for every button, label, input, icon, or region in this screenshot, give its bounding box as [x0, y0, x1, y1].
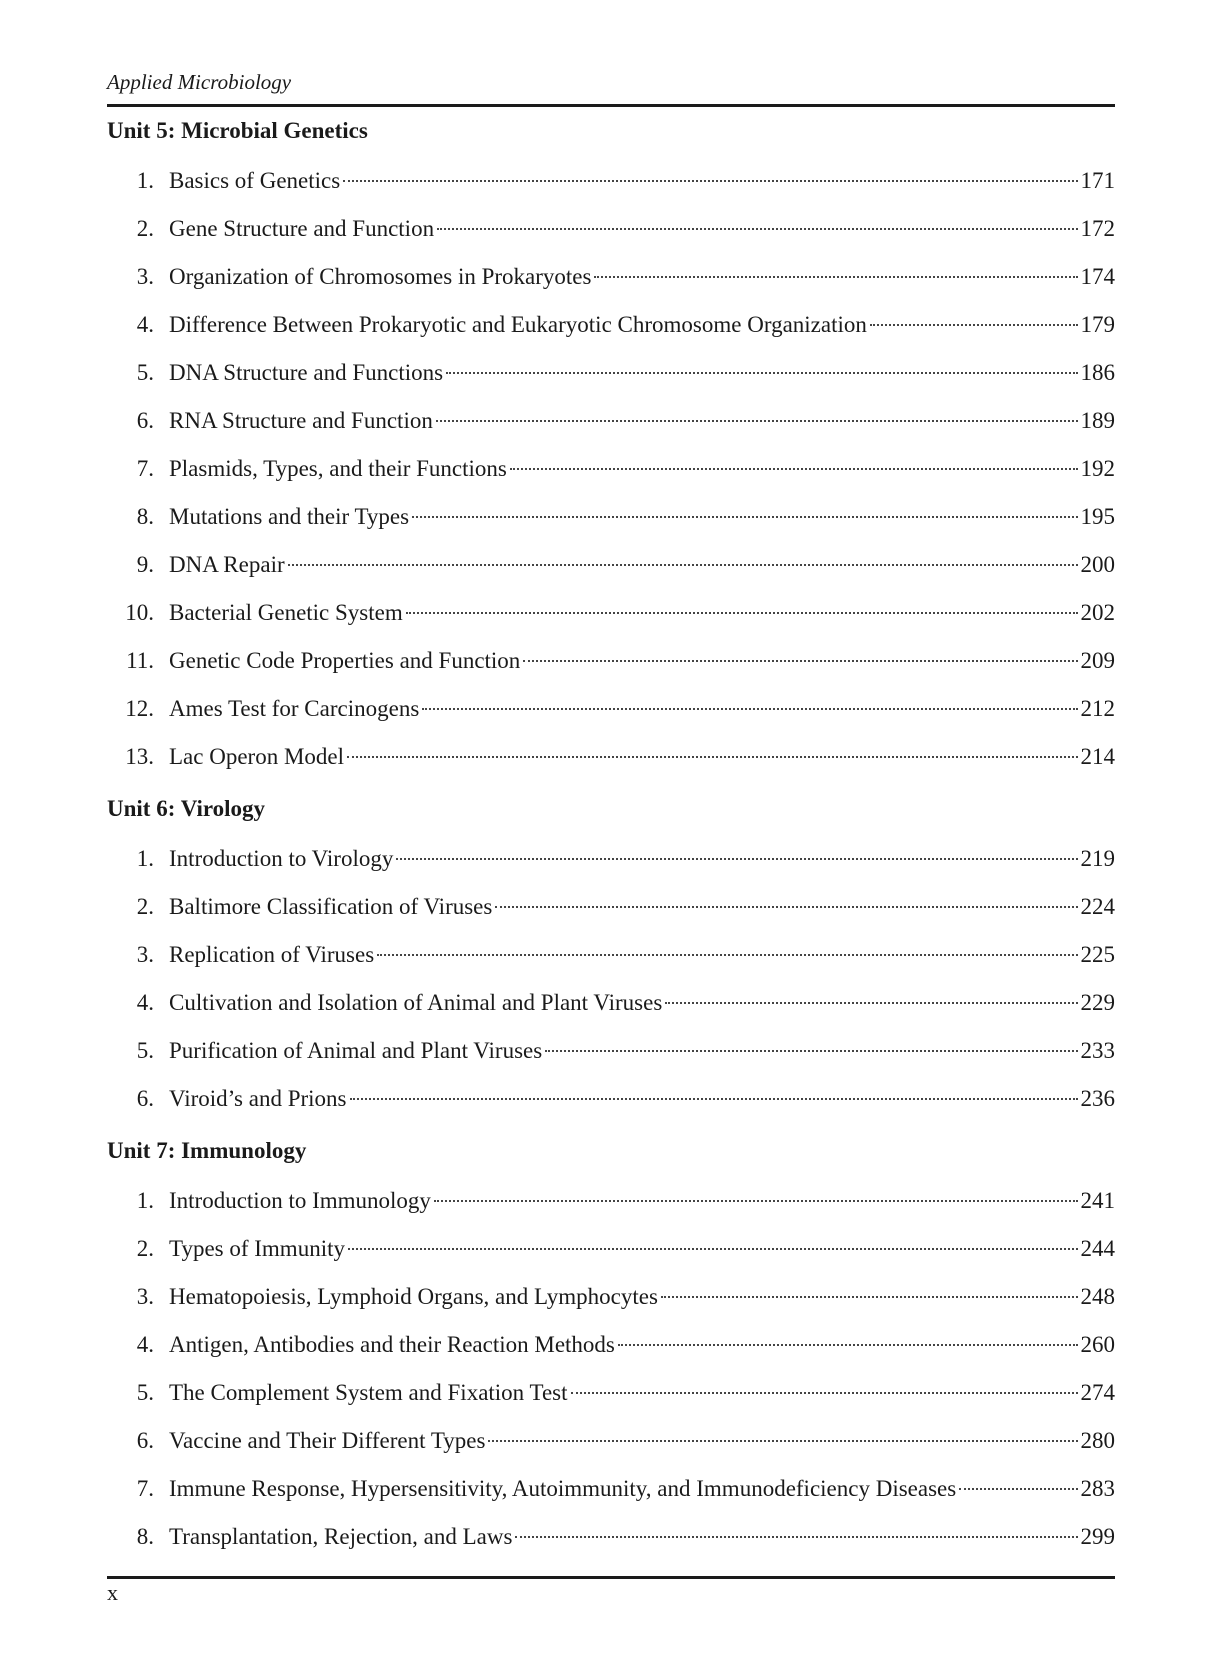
entry-page-number: 186: [1080, 360, 1115, 385]
entry-number: 4.: [136, 312, 154, 337]
entry-page-number: 189: [1080, 408, 1115, 433]
dot-leader: [437, 228, 1077, 230]
dot-leader: [510, 468, 1078, 470]
dot-leader: [348, 1248, 1078, 1250]
entry-page-number: 233: [1080, 1038, 1115, 1063]
toc-entry[interactable]: [107, 1027, 1115, 1075]
entry-number: 2.: [136, 894, 154, 919]
dot-leader: [347, 756, 1078, 758]
entry-title: Difference Between Prokaryotic and Eukaryotic Chromosome Organization: [169, 312, 867, 337]
toc-entry[interactable]: [107, 883, 1115, 931]
toc-entry[interactable]: [107, 589, 1115, 637]
dot-leader: [495, 906, 1077, 908]
toc-entry[interactable]: [107, 349, 1115, 397]
entry-page-number: 244: [1080, 1236, 1115, 1261]
dot-leader: [594, 276, 1077, 278]
entry-title: Introduction to Virology: [169, 846, 394, 871]
dot-leader: [488, 1440, 1077, 1442]
entry-number: 5.: [136, 1380, 154, 1405]
dot-leader: [396, 858, 1077, 860]
entry-number: 6.: [136, 1086, 154, 1111]
entry-page-number: 202: [1080, 600, 1115, 625]
entry-page-number: 225: [1080, 942, 1115, 967]
entry-title: Hematopoiesis, Lymphoid Organs, and Lymphocytes: [169, 1284, 658, 1309]
entry-number: 6.: [136, 408, 154, 433]
entry-page-number: 192: [1080, 456, 1115, 481]
entry-number: 4.: [136, 1332, 154, 1357]
entry-title: Viroid’s and Prions: [169, 1086, 347, 1111]
unit-heading: Unit 7: Immunology: [107, 1138, 307, 1163]
entry-page-number: 171: [1080, 168, 1115, 193]
toc-entry[interactable]: [107, 1369, 1115, 1417]
entry-page-number: 195: [1080, 504, 1115, 529]
entry-number: 5.: [136, 360, 154, 385]
toc-entry[interactable]: [107, 397, 1115, 445]
entry-page-number: 200: [1080, 552, 1115, 577]
unit-heading: Unit 6: Virology: [107, 796, 266, 821]
toc-entry[interactable]: [107, 1465, 1115, 1513]
entry-number: 7.: [136, 456, 154, 481]
entry-title: DNA Structure and Functions: [169, 360, 444, 385]
entry-title: Introduction to Immunology: [169, 1188, 431, 1213]
entry-number: 12.: [125, 696, 154, 721]
entry-page-number: 274: [1080, 1380, 1115, 1405]
toc-entry[interactable]: [107, 1177, 1115, 1225]
toc-entry[interactable]: [107, 1321, 1115, 1369]
page-number: x: [107, 1580, 118, 1605]
toc-entry[interactable]: [107, 493, 1115, 541]
entry-page-number: 248: [1080, 1284, 1115, 1309]
header-rule: [107, 104, 1115, 107]
entry-number: 5.: [136, 1038, 154, 1063]
toc-entry[interactable]: [107, 1075, 1115, 1123]
entry-number: 2.: [136, 1236, 154, 1261]
toc-entry[interactable]: [107, 931, 1115, 979]
dot-leader: [665, 1002, 1077, 1004]
toc-entry[interactable]: [107, 979, 1115, 1027]
dot-leader: [571, 1392, 1078, 1394]
toc-entry[interactable]: [107, 1273, 1115, 1321]
entry-page-number: 229: [1080, 990, 1115, 1015]
entry-page-number: 236: [1080, 1086, 1115, 1111]
entry-page-number: 172: [1080, 216, 1115, 241]
entry-number: 1.: [136, 846, 154, 871]
entry-title: Transplantation, Rejection, and Laws: [169, 1524, 513, 1549]
entry-number: 7.: [136, 1476, 154, 1501]
entry-title: Bacterial Genetic System: [169, 600, 403, 625]
entry-page-number: 280: [1080, 1428, 1115, 1453]
toc-entry[interactable]: [107, 685, 1115, 733]
entry-title: The Complement System and Fixation Test: [169, 1380, 568, 1405]
entry-page-number: 224: [1080, 894, 1115, 919]
entry-title: Purification of Animal and Plant Viruses: [169, 1038, 543, 1063]
dot-leader: [545, 1050, 1077, 1052]
dot-leader: [412, 516, 1077, 518]
toc-entry[interactable]: [107, 157, 1115, 205]
toc-entry[interactable]: [107, 835, 1115, 883]
dot-leader: [446, 372, 1077, 374]
entry-number: 6.: [136, 1428, 154, 1453]
dot-leader: [406, 612, 1078, 614]
entry-page-number: 260: [1080, 1332, 1115, 1357]
toc-entry[interactable]: [107, 637, 1115, 685]
toc-entry-list: [107, 157, 1115, 781]
unit-heading: Unit 5: Microbial Genetics: [107, 118, 368, 143]
toc-entry[interactable]: [107, 253, 1115, 301]
dot-leader: [288, 564, 1078, 566]
entry-title: Baltimore Classification of Viruses: [169, 894, 493, 919]
entry-title: Basics of Genetics: [169, 168, 341, 193]
entry-title: Gene Structure and Function: [169, 216, 435, 241]
entry-title: Cultivation and Isolation of Animal and Plant Viruses: [169, 990, 663, 1015]
entry-number: 3.: [136, 1284, 154, 1309]
entry-title: Ames Test for Carcinogens: [169, 696, 420, 721]
entry-page-number: 212: [1080, 696, 1115, 721]
entry-number: 3.: [136, 264, 154, 289]
dot-leader: [436, 420, 1078, 422]
toc-entry[interactable]: [107, 733, 1115, 781]
toc-entry[interactable]: [107, 1417, 1115, 1465]
dot-leader: [618, 1344, 1078, 1346]
toc-entry[interactable]: [107, 541, 1115, 589]
dot-leader: [343, 180, 1077, 182]
dot-leader: [523, 660, 1077, 662]
entry-number: 9.: [136, 552, 154, 577]
entry-number: 11.: [126, 648, 154, 673]
entry-number: 10.: [125, 600, 154, 625]
toc-entry[interactable]: [107, 205, 1115, 253]
dot-leader: [870, 324, 1078, 326]
footer-rule: [107, 1576, 1115, 1579]
dot-leader: [350, 1098, 1078, 1100]
entry-title: Replication of Viruses: [169, 942, 375, 967]
toc-entry[interactable]: [107, 301, 1115, 349]
entry-number: 3.: [136, 942, 154, 967]
entry-title: Plasmids, Types, and their Functions: [169, 456, 507, 481]
entry-title: Genetic Code Properties and Function: [169, 648, 521, 673]
entry-title: RNA Structure and Function: [169, 408, 433, 433]
entry-number: 8.: [136, 1524, 154, 1549]
dot-leader: [422, 708, 1077, 710]
toc-entry[interactable]: [107, 1225, 1115, 1273]
entry-page-number: 219: [1080, 846, 1115, 871]
entry-number: 8.: [136, 504, 154, 529]
dot-leader: [959, 1488, 1077, 1490]
entry-page-number: 241: [1080, 1188, 1115, 1213]
entry-title: Immune Response, Hypersensitivity, Autoimmunity, and Immunodeficiency Diseases: [169, 1476, 957, 1501]
entry-page-number: 299: [1080, 1524, 1115, 1549]
entry-number: 13.: [125, 744, 154, 769]
entry-number: 4.: [136, 990, 154, 1015]
entry-title: Mutations and their Types: [169, 504, 410, 529]
entry-page-number: 179: [1080, 312, 1115, 337]
entry-title: Vaccine and Their Different Types: [169, 1428, 486, 1453]
entry-number: 2.: [136, 216, 154, 241]
entry-title: DNA Repair: [169, 552, 285, 577]
entry-page-number: 283: [1080, 1476, 1115, 1501]
entry-page-number: 174: [1080, 264, 1115, 289]
dot-leader: [661, 1296, 1078, 1298]
entry-page-number: 214: [1080, 744, 1115, 769]
entry-page-number: 209: [1080, 648, 1115, 673]
entry-title: Types of Immunity: [169, 1236, 345, 1261]
toc-entry-list: [107, 1177, 1115, 1561]
toc-entry[interactable]: [107, 445, 1115, 493]
entry-title: Lac Operon Model: [169, 744, 344, 769]
running-header: Applied Microbiology: [107, 70, 292, 94]
entry-title: Organization of Chromosomes in Prokaryotes: [169, 264, 592, 289]
entry-title: Antigen, Antibodies and their Reaction Methods: [169, 1332, 615, 1357]
dot-leader: [515, 1536, 1077, 1538]
toc-entry[interactable]: [107, 1513, 1115, 1561]
entry-number: 1.: [136, 1188, 154, 1213]
entry-number: 1.: [136, 168, 154, 193]
dot-leader: [377, 954, 1077, 956]
table-of-contents: [107, 113, 1115, 1571]
toc-entry-list: [107, 835, 1115, 1123]
dot-leader: [434, 1200, 1078, 1202]
